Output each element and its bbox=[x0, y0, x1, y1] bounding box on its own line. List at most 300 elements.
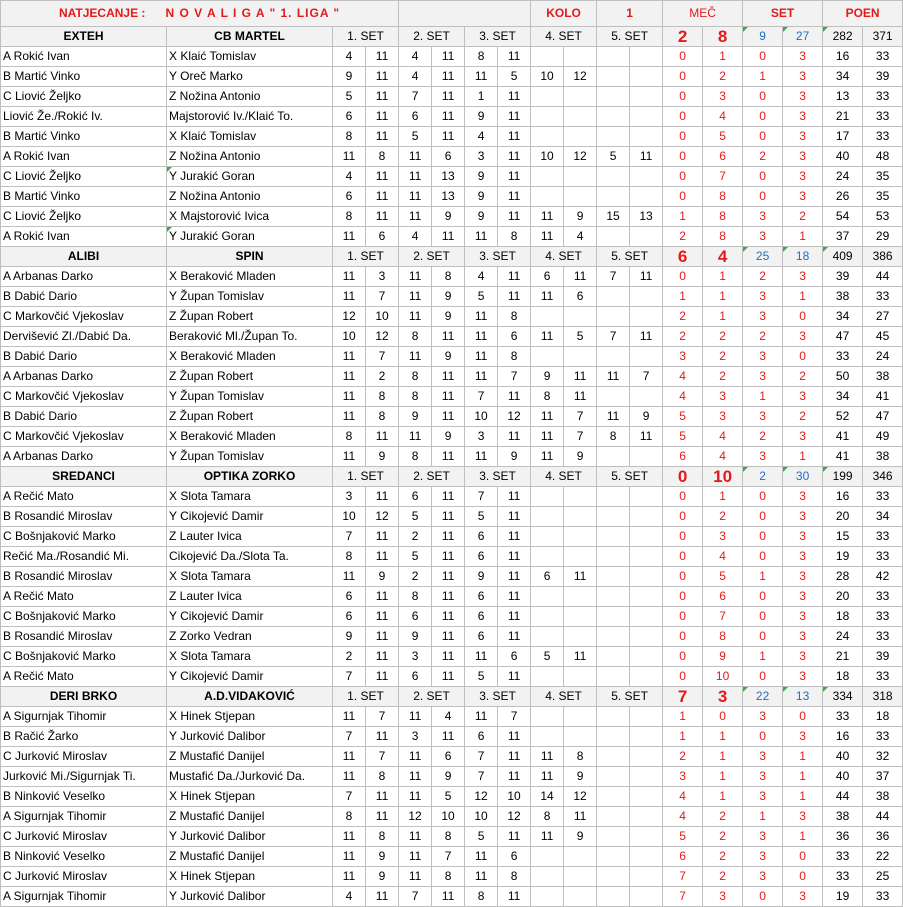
natjecanje-label: NATJECANJE : bbox=[58, 6, 146, 20]
poen-total-away: 371 bbox=[863, 27, 903, 47]
set-score: 10 bbox=[531, 67, 564, 87]
set-score: 8 bbox=[564, 747, 597, 767]
match-score-away: 1 bbox=[703, 307, 743, 327]
set-score bbox=[630, 567, 663, 587]
home-player: Jurković Mi./Sigurnjak Ti. bbox=[1, 767, 167, 787]
match-score-home: 0 bbox=[663, 627, 703, 647]
set-score: 8 bbox=[498, 867, 531, 887]
set-score: 8 bbox=[531, 807, 564, 827]
away-player: Mustafić Da./Jurković Da. bbox=[167, 767, 333, 787]
set-score: 7 bbox=[432, 847, 465, 867]
match-total-home: 2 bbox=[663, 27, 703, 47]
set-score: 3 bbox=[465, 147, 498, 167]
match-score-home: 1 bbox=[663, 707, 703, 727]
set-score: 11 bbox=[333, 447, 366, 467]
set-score: 11 bbox=[333, 347, 366, 367]
points-away: 18 bbox=[863, 707, 903, 727]
away-player: Z Župan Robert bbox=[167, 367, 333, 387]
match-score-away: 1 bbox=[703, 47, 743, 67]
set-score: 8 bbox=[399, 387, 432, 407]
set-score: 10 bbox=[531, 147, 564, 167]
set-score: 12 bbox=[366, 507, 399, 527]
home-player: B Rosandić Miroslav bbox=[1, 507, 167, 527]
set-score: 11 bbox=[531, 407, 564, 427]
match-score-home: 0 bbox=[663, 587, 703, 607]
set-count-home: 0 bbox=[743, 107, 783, 127]
set-score bbox=[630, 587, 663, 607]
away-player: Y Cikojević Damir bbox=[167, 667, 333, 687]
points-home: 47 bbox=[823, 327, 863, 347]
set-count-away: 2 bbox=[783, 207, 823, 227]
set-score bbox=[597, 827, 630, 847]
away-team-name: SPIN bbox=[167, 247, 333, 267]
set-score bbox=[531, 167, 564, 187]
points-home: 33 bbox=[823, 707, 863, 727]
set-score: 8 bbox=[333, 547, 366, 567]
set-score: 11 bbox=[333, 827, 366, 847]
set-score: 11 bbox=[498, 587, 531, 607]
set-count-away: 0 bbox=[783, 307, 823, 327]
set-score: 6 bbox=[465, 607, 498, 627]
points-home: 34 bbox=[823, 387, 863, 407]
match-score-away: 1 bbox=[703, 487, 743, 507]
set-score: 7 bbox=[333, 667, 366, 687]
set-count-home: 0 bbox=[743, 167, 783, 187]
points-home: 26 bbox=[823, 187, 863, 207]
set-score bbox=[597, 567, 630, 587]
set-score: 9 bbox=[465, 207, 498, 227]
game-row bbox=[1, 407, 903, 427]
set-score: 11 bbox=[366, 47, 399, 67]
match-score-home: 3 bbox=[663, 347, 703, 367]
set-count-away: 1 bbox=[783, 747, 823, 767]
away-team-name: OPTIKA ZORKO bbox=[167, 467, 333, 487]
set-score: 6 bbox=[333, 607, 366, 627]
home-player: B Ninković Veselko bbox=[1, 847, 167, 867]
poen-total-away: 318 bbox=[863, 687, 903, 707]
set-score bbox=[630, 887, 663, 907]
points-home: 44 bbox=[823, 787, 863, 807]
set-score bbox=[630, 107, 663, 127]
set-score: 5 bbox=[399, 507, 432, 527]
set-score bbox=[597, 667, 630, 687]
game-row bbox=[1, 367, 903, 387]
set-score: 8 bbox=[432, 267, 465, 287]
away-player: Z Nožina Antonio bbox=[167, 187, 333, 207]
points-away: 42 bbox=[863, 567, 903, 587]
set-column-label: 4. SET bbox=[531, 687, 597, 707]
match-score-away: 2 bbox=[703, 327, 743, 347]
set-score: 11 bbox=[597, 407, 630, 427]
home-player: B Dabić Dario bbox=[1, 347, 167, 367]
home-player: C Bošnjaković Marko bbox=[1, 647, 167, 667]
set-count-away: 3 bbox=[783, 487, 823, 507]
match-score-home: 4 bbox=[663, 787, 703, 807]
set-score: 6 bbox=[465, 587, 498, 607]
set-score: 11 bbox=[432, 387, 465, 407]
home-player: C Liović Željko bbox=[1, 87, 167, 107]
set-score: 8 bbox=[366, 767, 399, 787]
away-player: Z Lauter Ivica bbox=[167, 587, 333, 607]
league-name: N O V A L I G A " 1. LIGA " bbox=[165, 6, 341, 20]
set-score: 10 bbox=[498, 787, 531, 807]
home-team-name: ALIBI bbox=[1, 247, 167, 267]
match-score-home: 0 bbox=[663, 87, 703, 107]
set-score: 4 bbox=[333, 167, 366, 187]
set-score bbox=[630, 167, 663, 187]
match-score-away: 3 bbox=[703, 887, 743, 907]
set-score: 4 bbox=[564, 227, 597, 247]
set-score bbox=[630, 287, 663, 307]
set-count-home: 3 bbox=[743, 827, 783, 847]
set-score: 6 bbox=[432, 747, 465, 767]
set-count-home: 3 bbox=[743, 347, 783, 367]
match-score-home: 0 bbox=[663, 127, 703, 147]
set-score: 9 bbox=[399, 407, 432, 427]
set-score: 11 bbox=[630, 267, 663, 287]
match-score-home: 1 bbox=[663, 727, 703, 747]
set-score: 8 bbox=[399, 367, 432, 387]
points-home: 33 bbox=[823, 347, 863, 367]
set-count-away: 3 bbox=[783, 587, 823, 607]
match-score-away: 2 bbox=[703, 367, 743, 387]
set-score: 7 bbox=[333, 527, 366, 547]
set-column-label: 2. SET bbox=[399, 247, 465, 267]
match-score-home: 5 bbox=[663, 407, 703, 427]
away-player: Y Jurakić Goran bbox=[167, 227, 333, 247]
set-score bbox=[597, 507, 630, 527]
set-score bbox=[531, 307, 564, 327]
away-player: X Klaić Tomislav bbox=[167, 47, 333, 67]
match-score-away: 8 bbox=[703, 207, 743, 227]
game-row bbox=[1, 307, 903, 327]
set-score: 13 bbox=[432, 187, 465, 207]
home-player: A Rokić Ivan bbox=[1, 147, 167, 167]
set-count-away: 1 bbox=[783, 767, 823, 787]
points-away: 35 bbox=[863, 167, 903, 187]
set-score: 11 bbox=[366, 727, 399, 747]
set-score: 11 bbox=[432, 47, 465, 67]
set-score: 7 bbox=[498, 707, 531, 727]
match-score-home: 0 bbox=[663, 667, 703, 687]
set-score: 11 bbox=[399, 867, 432, 887]
points-away: 36 bbox=[863, 827, 903, 847]
set-score bbox=[564, 887, 597, 907]
set-score: 11 bbox=[399, 347, 432, 367]
match-score-away: 8 bbox=[703, 187, 743, 207]
set-score: 11 bbox=[630, 147, 663, 167]
set-score: 6 bbox=[399, 607, 432, 627]
match-score-home: 0 bbox=[663, 167, 703, 187]
set-score: 11 bbox=[399, 167, 432, 187]
set-score: 11 bbox=[366, 787, 399, 807]
set-score: 3 bbox=[465, 427, 498, 447]
set-score: 2 bbox=[366, 367, 399, 387]
set-score bbox=[597, 187, 630, 207]
set-column-label: 3. SET bbox=[465, 467, 531, 487]
set-count-away: 1 bbox=[783, 827, 823, 847]
set-score bbox=[630, 707, 663, 727]
set-score: 11 bbox=[432, 367, 465, 387]
set-score: 11 bbox=[498, 107, 531, 127]
home-player: Rečić Ma./Rosandić Mi. bbox=[1, 547, 167, 567]
away-player: Z Lauter Ivica bbox=[167, 527, 333, 547]
set-score: 5 bbox=[465, 287, 498, 307]
set-score: 11 bbox=[432, 567, 465, 587]
set-count-home: 3 bbox=[743, 847, 783, 867]
points-away: 35 bbox=[863, 187, 903, 207]
poen-total-home: 334 bbox=[823, 687, 863, 707]
set-score bbox=[630, 387, 663, 407]
set-count-away: 3 bbox=[783, 127, 823, 147]
set-score bbox=[597, 607, 630, 627]
set-count-away: 3 bbox=[783, 87, 823, 107]
set-score: 8 bbox=[333, 207, 366, 227]
match-score-home: 0 bbox=[663, 507, 703, 527]
match-score-home: 0 bbox=[663, 547, 703, 567]
set-column-label: 2. SET bbox=[399, 27, 465, 47]
match-score-away: 2 bbox=[703, 827, 743, 847]
set-score: 9 bbox=[366, 867, 399, 887]
set-score: 11 bbox=[498, 387, 531, 407]
set-count-away: 3 bbox=[783, 507, 823, 527]
game-row bbox=[1, 807, 903, 827]
points-away: 38 bbox=[863, 367, 903, 387]
points-home: 40 bbox=[823, 747, 863, 767]
set-score: 11 bbox=[498, 547, 531, 567]
home-player: B Rosandić Miroslav bbox=[1, 627, 167, 647]
set-count-home: 2 bbox=[743, 147, 783, 167]
set-score: 11 bbox=[366, 187, 399, 207]
set-score bbox=[597, 887, 630, 907]
set-score: 11 bbox=[432, 87, 465, 107]
set-score: 2 bbox=[333, 647, 366, 667]
set-score bbox=[531, 587, 564, 607]
set-score: 11 bbox=[366, 547, 399, 567]
set-count-home: 3 bbox=[743, 767, 783, 787]
match-score-away: 1 bbox=[703, 287, 743, 307]
set-score: 11 bbox=[399, 747, 432, 767]
set-score: 11 bbox=[531, 767, 564, 787]
set-score bbox=[531, 727, 564, 747]
set-score: 11 bbox=[465, 847, 498, 867]
set-total-away: 13 bbox=[783, 687, 823, 707]
set-score bbox=[564, 307, 597, 327]
set-score: 6 bbox=[498, 647, 531, 667]
set-score: 11 bbox=[432, 587, 465, 607]
set-score: 11 bbox=[465, 647, 498, 667]
set-score: 11 bbox=[498, 267, 531, 287]
set-score bbox=[630, 647, 663, 667]
game-row bbox=[1, 847, 903, 867]
set-count-home: 1 bbox=[743, 67, 783, 87]
points-home: 16 bbox=[823, 487, 863, 507]
match-score-away: 3 bbox=[703, 527, 743, 547]
set-score bbox=[597, 867, 630, 887]
set-count-away: 1 bbox=[783, 227, 823, 247]
set-score bbox=[531, 887, 564, 907]
away-player: Z Nožina Antonio bbox=[167, 147, 333, 167]
points-home: 50 bbox=[823, 367, 863, 387]
away-player: X Slota Tamara bbox=[167, 567, 333, 587]
set-score bbox=[564, 607, 597, 627]
match-score-away: 3 bbox=[703, 87, 743, 107]
game-row bbox=[1, 167, 903, 187]
set-score: 11 bbox=[531, 827, 564, 847]
set-score bbox=[597, 347, 630, 367]
set-score: 11 bbox=[465, 327, 498, 347]
away-player: Y Cikojević Damir bbox=[167, 507, 333, 527]
match-score-home: 0 bbox=[663, 107, 703, 127]
set-score bbox=[597, 647, 630, 667]
set-score bbox=[630, 527, 663, 547]
match-score-away: 6 bbox=[703, 587, 743, 607]
home-player: B Martić Vinko bbox=[1, 127, 167, 147]
game-row bbox=[1, 227, 903, 247]
points-away: 32 bbox=[863, 747, 903, 767]
set-score: 9 bbox=[432, 347, 465, 367]
points-home: 40 bbox=[823, 767, 863, 787]
home-player: B Račić Žarko bbox=[1, 727, 167, 747]
away-player: X Slota Tamara bbox=[167, 647, 333, 667]
match-score-away: 6 bbox=[703, 147, 743, 167]
match-total-home: 6 bbox=[663, 247, 703, 267]
points-away: 33 bbox=[863, 127, 903, 147]
match-score-away: 8 bbox=[703, 227, 743, 247]
match-score-away: 8 bbox=[703, 627, 743, 647]
set-score: 7 bbox=[597, 327, 630, 347]
game-row bbox=[1, 207, 903, 227]
match-score-away: 1 bbox=[703, 767, 743, 787]
set-score bbox=[597, 747, 630, 767]
set-score: 11 bbox=[366, 167, 399, 187]
points-away: 33 bbox=[863, 527, 903, 547]
set-count-home: 3 bbox=[743, 207, 783, 227]
set-score bbox=[597, 847, 630, 867]
set-score: 11 bbox=[531, 447, 564, 467]
set-count-home: 3 bbox=[743, 227, 783, 247]
set-score: 11 bbox=[366, 427, 399, 447]
set-count-away: 1 bbox=[783, 787, 823, 807]
set-score: 11 bbox=[498, 187, 531, 207]
away-player: Beraković Ml./Župan To. bbox=[167, 327, 333, 347]
set-score bbox=[597, 287, 630, 307]
match-score-away: 2 bbox=[703, 867, 743, 887]
game-row bbox=[1, 647, 903, 667]
set-score bbox=[564, 187, 597, 207]
set-count-away: 0 bbox=[783, 847, 823, 867]
match-score-home: 0 bbox=[663, 187, 703, 207]
set-score: 11 bbox=[498, 167, 531, 187]
set-score: 7 bbox=[597, 267, 630, 287]
set-score: 8 bbox=[366, 407, 399, 427]
game-row bbox=[1, 627, 903, 647]
set-score: 8 bbox=[399, 587, 432, 607]
set-column-label: 1. SET bbox=[333, 27, 399, 47]
set-count-home: 3 bbox=[743, 407, 783, 427]
set-score: 11 bbox=[333, 767, 366, 787]
away-player: Z Mustafić Danijel bbox=[167, 847, 333, 867]
points-away: 44 bbox=[863, 267, 903, 287]
set-score: 5 bbox=[498, 67, 531, 87]
set-score bbox=[531, 347, 564, 367]
points-home: 34 bbox=[823, 307, 863, 327]
home-player: Liović Že./Rokić Iv. bbox=[1, 107, 167, 127]
set-score: 8 bbox=[432, 867, 465, 887]
set-score: 11 bbox=[366, 627, 399, 647]
game-row bbox=[1, 567, 903, 587]
set-score: 14 bbox=[531, 787, 564, 807]
set-score: 12 bbox=[399, 807, 432, 827]
set-score: 8 bbox=[432, 827, 465, 847]
set-score: 11 bbox=[465, 447, 498, 467]
points-home: 41 bbox=[823, 427, 863, 447]
set-count-home: 3 bbox=[743, 707, 783, 727]
set-score bbox=[597, 707, 630, 727]
set-score bbox=[630, 307, 663, 327]
set-score bbox=[531, 487, 564, 507]
match-score-home: 2 bbox=[663, 227, 703, 247]
set-score: 11 bbox=[399, 267, 432, 287]
league-title-cell bbox=[1, 1, 399, 27]
set-score: 8 bbox=[333, 127, 366, 147]
set-score bbox=[597, 787, 630, 807]
set-column-label: 2. SET bbox=[399, 467, 465, 487]
away-player: Z Župan Robert bbox=[167, 307, 333, 327]
set-score: 6 bbox=[399, 487, 432, 507]
set-count-away: 0 bbox=[783, 347, 823, 367]
set-score: 11 bbox=[432, 887, 465, 907]
kolo-value: 1 bbox=[597, 1, 663, 27]
set-score bbox=[630, 667, 663, 687]
points-home: 18 bbox=[823, 667, 863, 687]
set-score bbox=[531, 47, 564, 67]
match-score-home: 2 bbox=[663, 747, 703, 767]
set-score: 11 bbox=[432, 507, 465, 527]
set-count-home: 1 bbox=[743, 807, 783, 827]
set-column-label: 5. SET bbox=[597, 27, 663, 47]
points-home: 24 bbox=[823, 167, 863, 187]
set-score: 11 bbox=[630, 427, 663, 447]
set-score: 11 bbox=[366, 127, 399, 147]
game-row bbox=[1, 827, 903, 847]
poen-total-away: 386 bbox=[863, 247, 903, 267]
home-team-name: DERI BRKO bbox=[1, 687, 167, 707]
set-score: 11 bbox=[432, 527, 465, 547]
set-score bbox=[630, 727, 663, 747]
game-row bbox=[1, 447, 903, 467]
set-score: 6 bbox=[333, 587, 366, 607]
home-player: Dervišević Zl./Dabić Da. bbox=[1, 327, 167, 347]
set-score: 3 bbox=[399, 727, 432, 747]
game-row bbox=[1, 767, 903, 787]
set-score: 5 bbox=[465, 827, 498, 847]
set-count-away: 3 bbox=[783, 807, 823, 827]
set-column-label: 1. SET bbox=[333, 467, 399, 487]
poen-total-away: 346 bbox=[863, 467, 903, 487]
set-count-home: 1 bbox=[743, 647, 783, 667]
set-score: 11 bbox=[366, 807, 399, 827]
points-home: 34 bbox=[823, 67, 863, 87]
match-score-away: 0 bbox=[703, 707, 743, 727]
set-score bbox=[564, 627, 597, 647]
poen-total-home: 282 bbox=[823, 27, 863, 47]
set-score: 6 bbox=[564, 287, 597, 307]
home-player: C Markovčić Vjekoslav bbox=[1, 307, 167, 327]
set-score: 11 bbox=[399, 787, 432, 807]
set-score: 11 bbox=[333, 847, 366, 867]
set-score bbox=[597, 107, 630, 127]
